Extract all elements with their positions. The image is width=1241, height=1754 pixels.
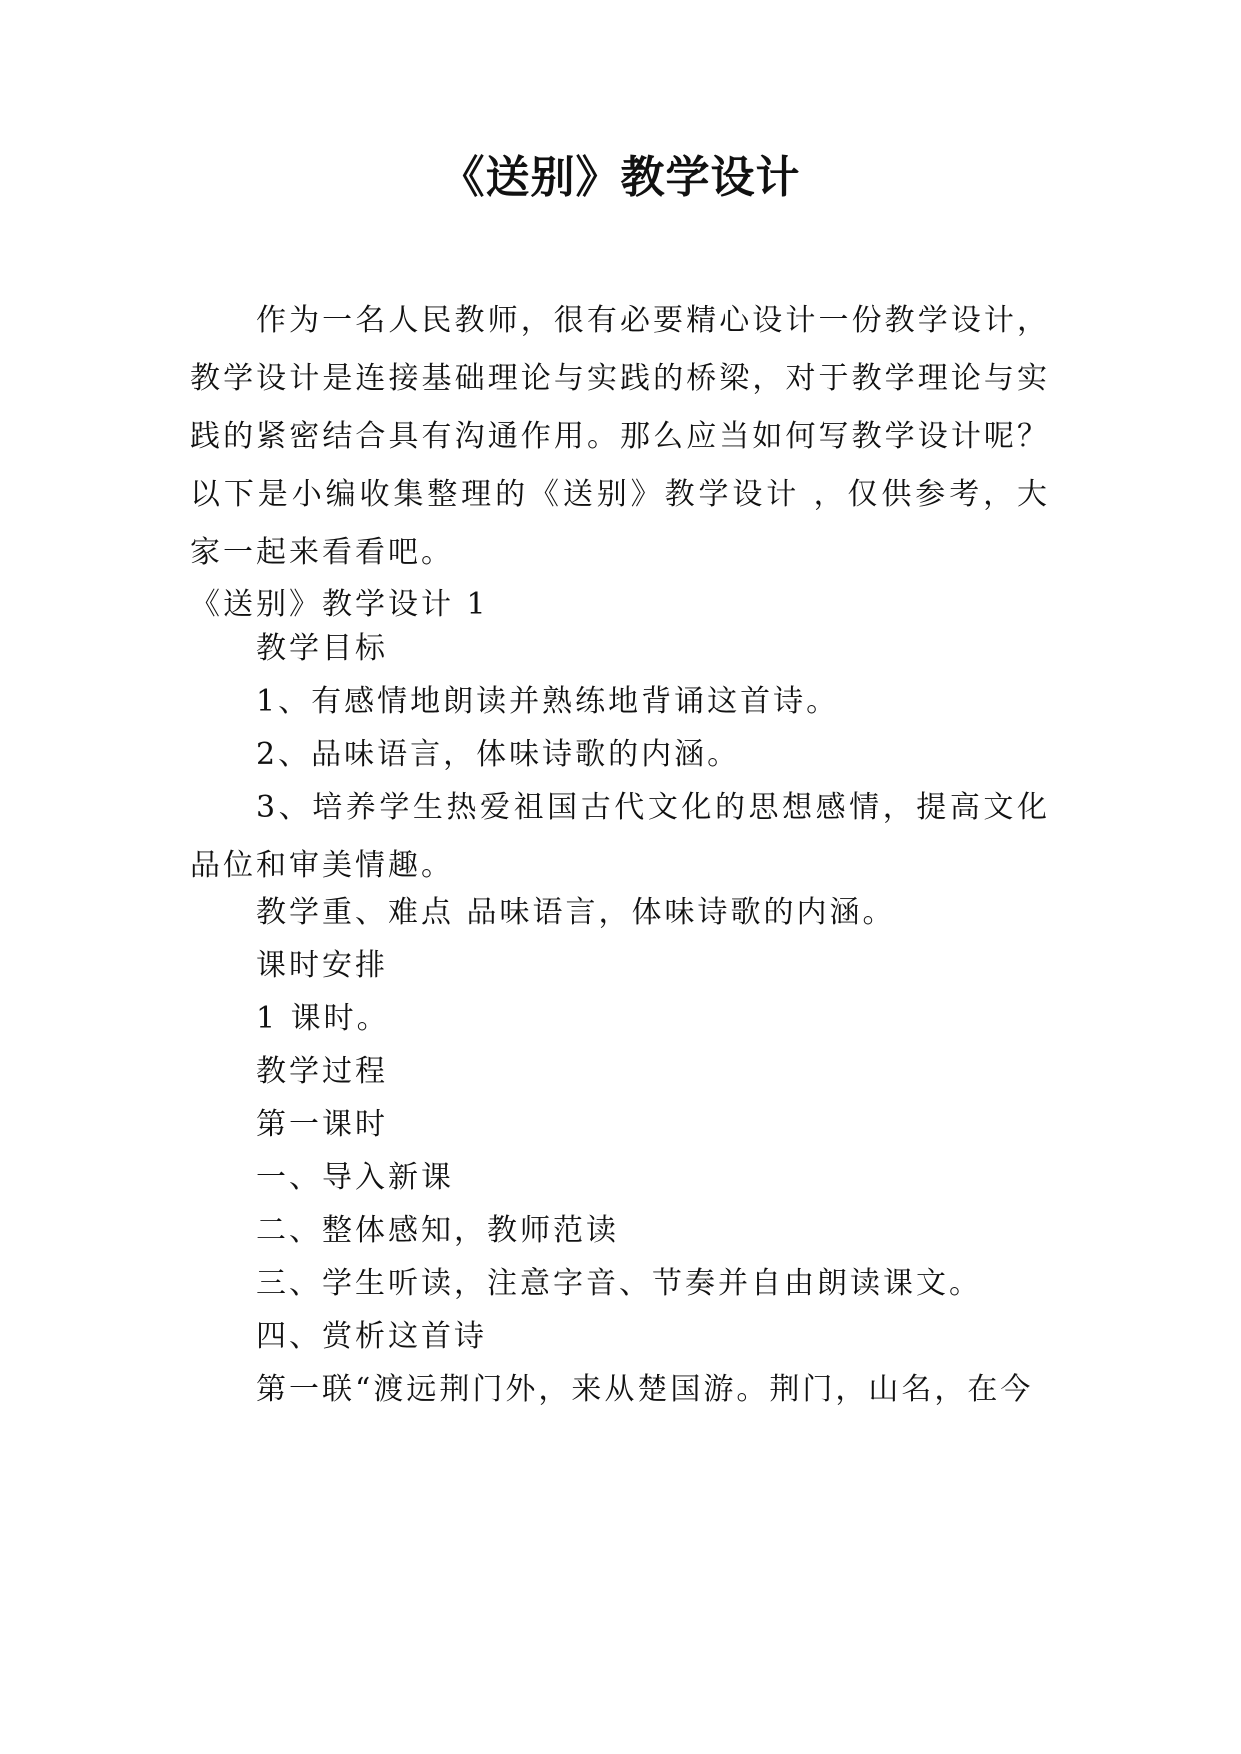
document-title: 《送别》教学设计 [440,152,801,203]
first-lesson: 第一课时 [256,1107,388,1142]
schedule-value: 1 课时。 [256,1001,390,1036]
intro-paragraph: 作为一名人民教师，很有必要精心设计一份教学设计，教学设计是连接基础理论与实践的桥梁，对于教学理论与实践的紧密结合具有沟通作用。那么应当如何写教学设计呢？以下是小编收集整理的《送别》教学设计 ，仅供参考，大家一起来看看吧。 [190,303,1050,570]
goal-item-2: 2、品味语言，体味诗歌的内涵。 [256,737,741,772]
heading-schedule: 课时安排 [256,948,388,983]
step-3: 三、学生听读，注意字音、节奏并自由朗读课文。 [256,1266,982,1301]
step-1: 一、导入新课 [256,1160,454,1195]
key-difficult-points: 教学重、难点 品味语言，体味诗歌的内涵。 [256,895,896,930]
goal-item-1: 1、有感情地朗读并熟练地背诵这首诗。 [256,684,840,719]
section-heading: 《送别》教学设计 1 [190,587,489,622]
step-4: 四、赏析这首诗 [256,1319,487,1354]
goal-item-3: 3、培养学生热爱祖国古代文化的思想感情，提高文化品位和审美情趣。 [190,790,1050,883]
step-2: 二、整体感知，教师范读 [256,1213,619,1248]
heading-teaching-process: 教学过程 [256,1054,388,1089]
first-couplet-analysis: 第一联“渡远荆门外，来从楚国游。荆门，山名，在今 [256,1372,1034,1407]
heading-teaching-goals: 教学目标 [256,631,388,666]
